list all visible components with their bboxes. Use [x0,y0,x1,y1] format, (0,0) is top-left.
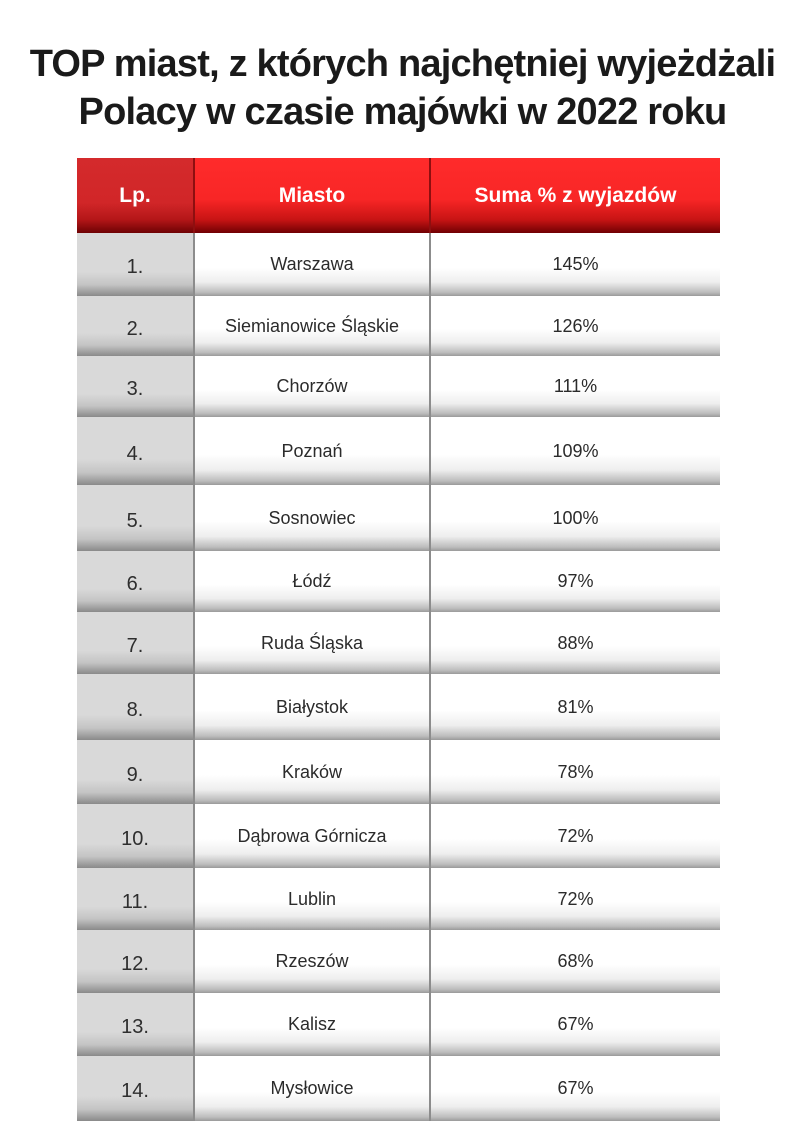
cell-lp: 7. [77,612,193,674]
cell-lp: 9. [77,740,193,804]
table-row [77,485,720,551]
table-row [77,356,720,417]
cell-city: Ruda Śląska [193,612,429,674]
header-percent: Suma % z wyjazdów [429,158,720,233]
table-row [77,993,720,1056]
table-body [77,233,720,1121]
title-line-1: TOP miast, z których najchętniej wyjeżdżali [29,43,776,85]
table-row [77,868,720,930]
cell-lp: 12. [77,930,193,993]
cell-city: Białystok [193,674,429,740]
table-row [77,1056,720,1121]
table-header [77,158,720,233]
cell-percent: 100% [429,485,720,551]
cell-percent: 109% [429,417,720,485]
cell-percent: 68% [429,930,720,993]
cell-percent: 72% [429,804,720,868]
cell-lp: 8. [77,674,193,740]
cell-city: Dąbrowa Górnicza [193,804,429,868]
cell-lp: 1. [77,233,193,296]
cell-percent: 81% [429,674,720,740]
cell-percent: 67% [429,993,720,1056]
cell-percent: 126% [429,296,720,356]
cell-city: Rzeszów [193,930,429,993]
cell-city: Łódź [193,551,429,612]
cell-city: Chorzów [193,356,429,417]
table-row [77,296,720,356]
cell-percent: 88% [429,612,720,674]
cell-city: Mysłowice [193,1056,429,1121]
cell-lp: 3. [77,356,193,417]
table-row [77,740,720,804]
cell-lp: 4. [77,417,193,485]
cell-lp: 5. [77,485,193,551]
cell-city: Kalisz [193,993,429,1056]
cell-lp: 6. [77,551,193,612]
table-row [77,612,720,674]
table-row [77,233,720,296]
cell-city: Poznań [193,417,429,485]
title-line-2: Polacy w czasie majówki w 2022 roku [78,91,727,133]
cell-lp: 13. [77,993,193,1056]
ranking-table [77,158,720,1121]
table-row [77,551,720,612]
table-row [77,674,720,740]
cell-city: Lublin [193,868,429,930]
header-lp: Lp. [77,158,193,233]
header-city: Miasto [193,158,429,233]
cell-percent: 78% [429,740,720,804]
cell-lp: 10. [77,804,193,868]
cell-city: Kraków [193,740,429,804]
cell-lp: 11. [77,868,193,930]
table-row [77,804,720,868]
cell-percent: 97% [429,551,720,612]
table-row [77,930,720,993]
cell-city: Sosnowiec [193,485,429,551]
table-row [77,417,720,485]
page-title [0,40,805,136]
cell-percent: 72% [429,868,720,930]
cell-lp: 2. [77,296,193,356]
cell-percent: 111% [429,356,720,417]
cell-percent: 67% [429,1056,720,1121]
cell-city: Siemianowice Śląskie [193,296,429,356]
cell-city: Warszawa [193,233,429,296]
cell-percent: 145% [429,233,720,296]
cell-lp: 14. [77,1056,193,1121]
